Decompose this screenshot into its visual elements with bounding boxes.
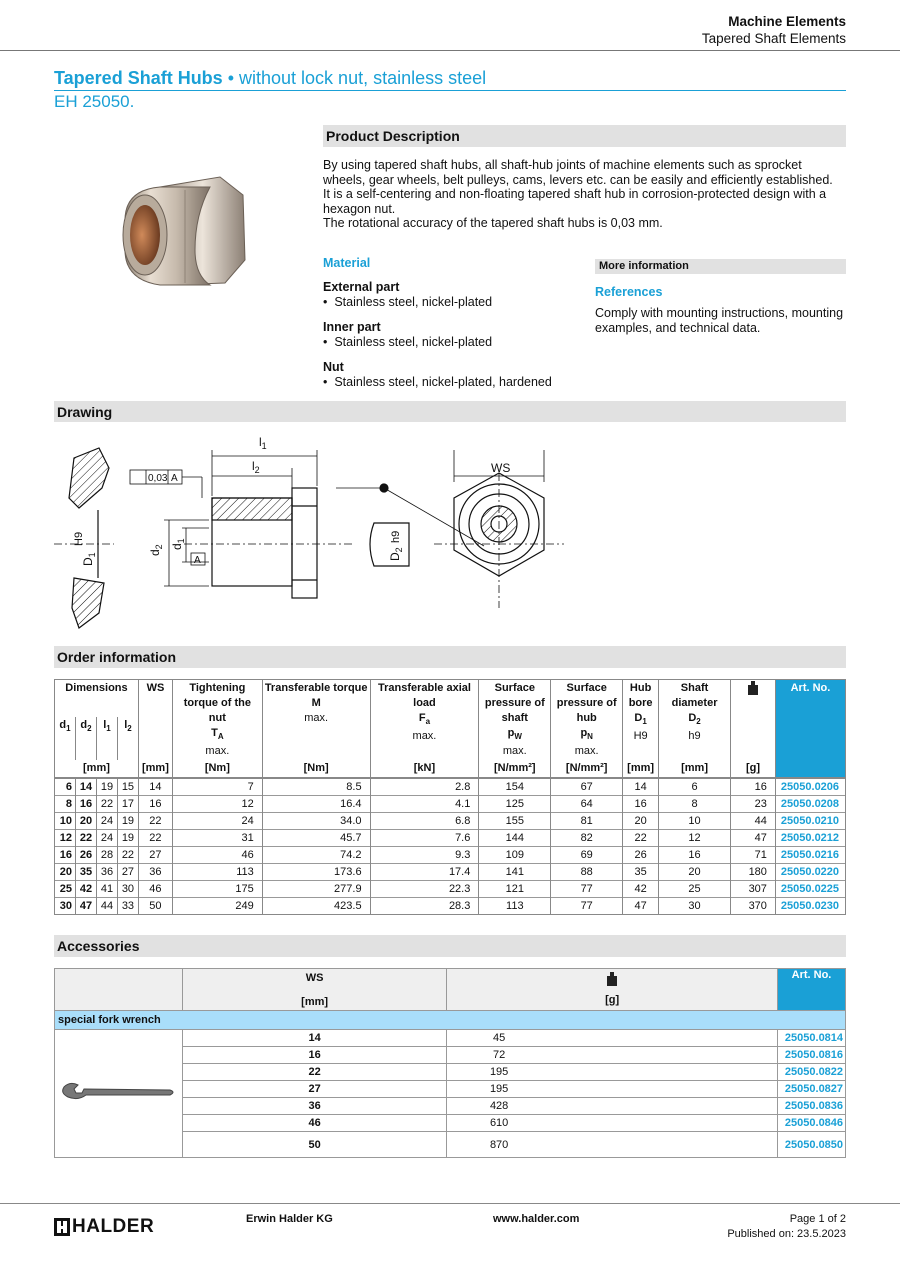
order-cell-pw: 141 — [479, 864, 551, 881]
order-cell-ta: 249 — [172, 898, 262, 915]
material-list — [323, 280, 583, 390]
order-cell-art[interactable]: 25050.0208 — [775, 796, 845, 813]
order-cell-d2: 16 — [75, 796, 96, 813]
order-cell-d2: 20 — [659, 864, 731, 881]
order-cell-d1: 25 — [55, 881, 76, 898]
material-label-external: External part — [323, 280, 400, 294]
order-cell-g: 47 — [731, 830, 776, 847]
unit-weight: [g] — [731, 760, 776, 778]
header-pressure-hub: Surface pressure of hub $p_N$ max. — [551, 680, 623, 761]
unit-dimensions: [mm] — [55, 760, 139, 778]
label-tolerance: 0,03 — [148, 473, 168, 484]
order-cell-d2: 30 — [659, 898, 731, 915]
order-cell-pw: 109 — [479, 847, 551, 864]
order-cell-m: 8.5 — [262, 778, 370, 796]
acc-header-art-no: Art. No. — [777, 969, 845, 1011]
header-l2: $l_2$ — [117, 717, 138, 760]
accessory-cell-g: 428 — [447, 1098, 778, 1115]
unit-pressure-shaft: [N/mm²] — [479, 760, 551, 778]
order-cell-d1: 10 — [55, 813, 76, 830]
header-art-no: Art. No. — [775, 680, 845, 761]
accessory-cell-g: 195 — [447, 1081, 778, 1098]
order-cell-g: 23 — [731, 796, 776, 813]
order-cell-g: 44 — [731, 813, 776, 830]
order-cell-pn: 88 — [551, 864, 623, 881]
order-cell-ws: 50 — [138, 898, 172, 915]
accessory-cell-ws: 27 — [182, 1081, 446, 1098]
acc-header-weight: [g] — [447, 969, 778, 1011]
order-cell-l1: 44 — [96, 898, 117, 915]
footer-page: Page 1 of 2 — [789, 1213, 846, 1225]
halder-logo — [54, 1216, 154, 1238]
order-cell-pn: 69 — [551, 847, 623, 864]
halder-logo-icon — [54, 1218, 70, 1236]
acc-weight-icon — [447, 969, 777, 989]
material-label-nut: Nut — [323, 360, 344, 374]
order-cell-pn: 67 — [551, 778, 623, 796]
header-tightening: Tightening torque of the nut $T_A$ max. — [172, 680, 262, 761]
label-D2: $D_2$ — [388, 547, 404, 561]
accessories-table — [54, 968, 846, 1158]
order-cell-l1: 19 — [96, 778, 117, 796]
header-rule — [0, 50, 900, 51]
order-row — [55, 881, 846, 898]
accessory-cell-ws: 50 — [182, 1132, 446, 1158]
order-cell-ta: 31 — [172, 830, 262, 847]
title-main: Tapered Shaft Hubs — [54, 68, 223, 88]
order-cell-d1: 42 — [623, 881, 659, 898]
label-h9-right: h9 — [390, 530, 402, 543]
accessory-cell-g: 72 — [447, 1047, 778, 1064]
material-value-nut: • Stainless steel, nickel-plated, hardened — [323, 375, 552, 389]
order-cell-l2: 19 — [117, 813, 138, 830]
order-cell-d2: 10 — [659, 813, 731, 830]
order-cell-m: 277.9 — [262, 881, 370, 898]
header-subcategory: Tapered Shaft Elements — [701, 31, 846, 46]
product-description-heading: Product Description — [323, 125, 846, 147]
logo-text: HALDER — [72, 1216, 155, 1237]
order-cell-d2: 20 — [75, 813, 96, 830]
accessory-cell-art[interactable]: 25050.0816 — [777, 1047, 845, 1064]
label-l1: $l_1$ — [259, 435, 267, 451]
order-cell-d1: 12 — [55, 830, 76, 847]
order-cell-pn: 81 — [551, 813, 623, 830]
order-cell-pw: 154 — [479, 778, 551, 796]
order-cell-fa: 9.3 — [370, 847, 479, 864]
order-cell-ws: 36 — [138, 864, 172, 881]
order-cell-d2: 12 — [659, 830, 731, 847]
order-cell-ta: 175 — [172, 881, 262, 898]
accessory-cell-art[interactable]: 25050.0827 — [777, 1081, 845, 1098]
order-cell-m: 74.2 — [262, 847, 370, 864]
order-cell-d2: 47 — [75, 898, 96, 915]
order-information-heading: Order information — [54, 646, 846, 668]
unit-pressure-hub: [N/mm²] — [551, 760, 623, 778]
order-cell-pw: 144 — [479, 830, 551, 847]
order-cell-pn: 82 — [551, 830, 623, 847]
order-cell-fa: 4.1 — [370, 796, 479, 813]
title-sub: without lock nut, stainless steel — [239, 68, 487, 88]
order-cell-pw: 113 — [479, 898, 551, 915]
title-rule — [54, 90, 846, 91]
order-cell-m: 45.7 — [262, 830, 370, 847]
order-row — [55, 813, 846, 830]
order-cell-art[interactable]: 25050.0220 — [775, 864, 845, 881]
material-value-external: • Stainless steel, nickel-plated — [323, 295, 493, 309]
accessory-cell-g: 870 — [447, 1132, 778, 1158]
header-pressure-shaft: Surface pressure of shaft $p_W$ max. — [479, 680, 551, 761]
label-l2: $l_2$ — [252, 459, 260, 475]
order-table — [54, 679, 846, 915]
order-cell-l2: 22 — [117, 847, 138, 864]
accessory-cell-g: 45 — [447, 1030, 778, 1047]
material-heading: Material — [323, 256, 371, 270]
order-cell-l1: 24 — [96, 830, 117, 847]
header-l1: $l_1$ — [96, 717, 117, 760]
order-cell-d1: 16 — [623, 796, 659, 813]
accessory-cell-ws: 22 — [182, 1064, 446, 1081]
order-cell-art[interactable]: 25050.0216 — [775, 847, 845, 864]
description-text-1: By using tapered shaft hubs, all shaft-hub joints of machine elements such as sprocket wheels, gear wheels, belt pulleys, cams, levers etc. can be easily and efficiently established. — [323, 158, 833, 187]
order-cell-d2: 26 — [75, 847, 96, 864]
order-cell-l2: 15 — [117, 778, 138, 796]
header-transferable-torque: Transferable torque M max. — [262, 680, 370, 761]
order-cell-art[interactable]: 25050.0225 — [775, 881, 845, 898]
order-cell-g: 307 — [731, 881, 776, 898]
accessory-cell-art[interactable]: 25050.0822 — [777, 1064, 845, 1081]
order-cell-pw: 125 — [479, 796, 551, 813]
order-cell-g: 71 — [731, 847, 776, 864]
order-row — [55, 864, 846, 881]
order-cell-l2: 19 — [117, 830, 138, 847]
unit-tightening: [Nm] — [172, 760, 262, 778]
accessory-cell-g: 610 — [447, 1115, 778, 1132]
more-information-heading: More information — [595, 259, 846, 274]
label-ws: WS — [491, 461, 511, 475]
order-cell-ws: 14 — [138, 778, 172, 796]
accessory-cell-ws: 46 — [182, 1115, 446, 1132]
unit-torque: [Nm] — [262, 760, 370, 778]
order-cell-d2: 14 — [75, 778, 96, 796]
material-label-inner: Inner part — [323, 320, 381, 334]
order-cell-d1: 16 — [55, 847, 76, 864]
order-cell-d2: 6 — [659, 778, 731, 796]
order-cell-m: 34.0 — [262, 813, 370, 830]
acc-group-label: special fork wrench — [55, 1011, 846, 1030]
unit-shaft: [mm] — [659, 760, 731, 778]
header-axial-load: Transferable axial load $F_a$ max. — [370, 680, 479, 761]
order-cell-art[interactable]: 25050.0206 — [775, 778, 845, 796]
footer-website[interactable]: www.halder.com — [493, 1213, 580, 1225]
order-cell-d2: 22 — [75, 830, 96, 847]
order-cell-l1: 22 — [96, 796, 117, 813]
order-row — [55, 796, 846, 813]
footer-published: Published on: 23.5.2023 — [727, 1228, 846, 1240]
order-cell-pn: 64 — [551, 796, 623, 813]
order-cell-l1: 24 — [96, 813, 117, 830]
order-cell-ws: 16 — [138, 796, 172, 813]
title-sep: • — [222, 68, 240, 88]
footer-rule — [0, 1203, 900, 1204]
references-text: Comply with mounting instructions, mounting examples, and technical data. — [595, 306, 844, 335]
order-cell-d1: 8 — [55, 796, 76, 813]
label-d1: $d_1$ — [170, 538, 186, 550]
header-ws: WS — [138, 680, 172, 761]
order-cell-fa: 22.3 — [370, 881, 479, 898]
material-value-inner: • Stainless steel, nickel-plated — [323, 335, 493, 349]
order-cell-d1: 35 — [623, 864, 659, 881]
unit-ws: [mm] — [138, 760, 172, 778]
product-description — [323, 158, 846, 231]
order-cell-pw: 155 — [479, 813, 551, 830]
order-cell-d1: 14 — [623, 778, 659, 796]
order-cell-l2: 27 — [117, 864, 138, 881]
order-cell-l1: 36 — [96, 864, 117, 881]
order-row — [55, 830, 846, 847]
label-h9-left: H9 — [73, 531, 85, 546]
product-code: EH 25050. — [54, 92, 135, 111]
order-cell-g: 370 — [731, 898, 776, 915]
order-cell-art[interactable]: 25050.0210 — [775, 813, 845, 830]
unit-hub-bore: [mm] — [623, 760, 659, 778]
references-heading: References — [595, 285, 663, 299]
order-cell-d1: 20 — [623, 813, 659, 830]
order-cell-d1: 22 — [623, 830, 659, 847]
order-cell-pw: 121 — [479, 881, 551, 898]
order-cell-l2: 30 — [117, 881, 138, 898]
acc-header-ws: WS [mm] — [182, 969, 446, 1011]
order-cell-ws: 46 — [138, 881, 172, 898]
order-cell-g: 16 — [731, 778, 776, 796]
order-cell-fa: 6.8 — [370, 813, 479, 830]
drawing-heading: Drawing — [54, 401, 846, 422]
label-D1: $D_1$ — [81, 552, 97, 566]
order-cell-ws: 22 — [138, 813, 172, 830]
header-dimensions: Dimensions — [55, 680, 139, 717]
order-cell-ta: 24 — [172, 813, 262, 830]
order-cell-m: 16.4 — [262, 796, 370, 813]
fork-wrench-image — [55, 1030, 183, 1158]
description-text-3: The rotational accuracy of the tapered shaft hubs is 0,03 mm. — [323, 216, 663, 230]
order-cell-ta: 7 — [172, 778, 262, 796]
order-cell-d2: 42 — [75, 881, 96, 898]
accessory-cell-art[interactable]: 25050.0836 — [777, 1098, 845, 1115]
accessory-cell-ws: 14 — [182, 1030, 446, 1047]
order-cell-l2: 17 — [117, 796, 138, 813]
accessory-row — [55, 1030, 846, 1047]
footer-company: Erwin Halder KG — [246, 1213, 333, 1225]
order-cell-l1: 41 — [96, 881, 117, 898]
accessory-cell-art[interactable]: 25050.0850 — [777, 1132, 845, 1158]
order-row — [55, 847, 846, 864]
accessory-cell-ws: 16 — [182, 1047, 446, 1064]
accessories-heading: Accessories — [54, 935, 846, 957]
order-row — [55, 778, 846, 796]
order-cell-m: 423.5 — [262, 898, 370, 915]
accessory-cell-art[interactable]: 25050.0846 — [777, 1115, 845, 1132]
order-cell-ws: 22 — [138, 830, 172, 847]
order-cell-fa: 7.6 — [370, 830, 479, 847]
technical-drawing — [54, 428, 574, 638]
order-cell-d1: 30 — [55, 898, 76, 915]
header-hub-bore: Hub bore $D_1$ H9 — [623, 680, 659, 761]
order-cell-g: 180 — [731, 864, 776, 881]
header-d1: $d_1$ — [55, 717, 76, 760]
page-title — [54, 68, 486, 89]
order-cell-fa: 28.3 — [370, 898, 479, 915]
order-cell-d1: 47 — [623, 898, 659, 915]
order-cell-d2: 35 — [75, 864, 96, 881]
order-cell-ws: 27 — [138, 847, 172, 864]
order-cell-art[interactable]: 25050.0230 — [775, 898, 845, 915]
order-cell-d1: 6 — [55, 778, 76, 796]
order-cell-d1: 20 — [55, 864, 76, 881]
order-cell-fa: 17.4 — [370, 864, 479, 881]
product-photo — [115, 165, 255, 300]
order-cell-l2: 33 — [117, 898, 138, 915]
label-datum: A — [194, 555, 201, 566]
order-cell-ta: 12 — [172, 796, 262, 813]
order-cell-d2: 16 — [659, 847, 731, 864]
order-cell-d2: 8 — [659, 796, 731, 813]
accessory-cell-g: 195 — [447, 1064, 778, 1081]
unit-art — [775, 760, 845, 778]
order-cell-d2: 25 — [659, 881, 731, 898]
order-cell-ta: 46 — [172, 847, 262, 864]
order-cell-l1: 28 — [96, 847, 117, 864]
header-category: Machine Elements — [728, 14, 846, 29]
order-row — [55, 898, 846, 915]
header-shaft-diameter: Shaft diameter $D_2$ h9 — [659, 680, 731, 761]
description-text-2: It is a self-centering and non-floating tapered shaft hub in corrosion-protected design with a hexagon nut. — [323, 187, 827, 216]
order-cell-pn: 77 — [551, 881, 623, 898]
order-cell-pn: 77 — [551, 898, 623, 915]
unit-axial: [kN] — [370, 760, 479, 778]
order-cell-d1: 26 — [623, 847, 659, 864]
acc-header-image — [55, 969, 183, 1011]
weight-icon — [731, 680, 776, 761]
label-d2: $d_2$ — [148, 544, 164, 556]
header-d2: $d_2$ — [75, 717, 96, 760]
order-cell-ta: 113 — [172, 864, 262, 881]
order-cell-m: 173.6 — [262, 864, 370, 881]
accessory-cell-ws: 36 — [182, 1098, 446, 1115]
accessory-cell-art[interactable]: 25050.0814 — [777, 1030, 845, 1047]
order-cell-art[interactable]: 25050.0212 — [775, 830, 845, 847]
label-datum-ref: A — [171, 473, 178, 484]
order-cell-fa: 2.8 — [370, 778, 479, 796]
